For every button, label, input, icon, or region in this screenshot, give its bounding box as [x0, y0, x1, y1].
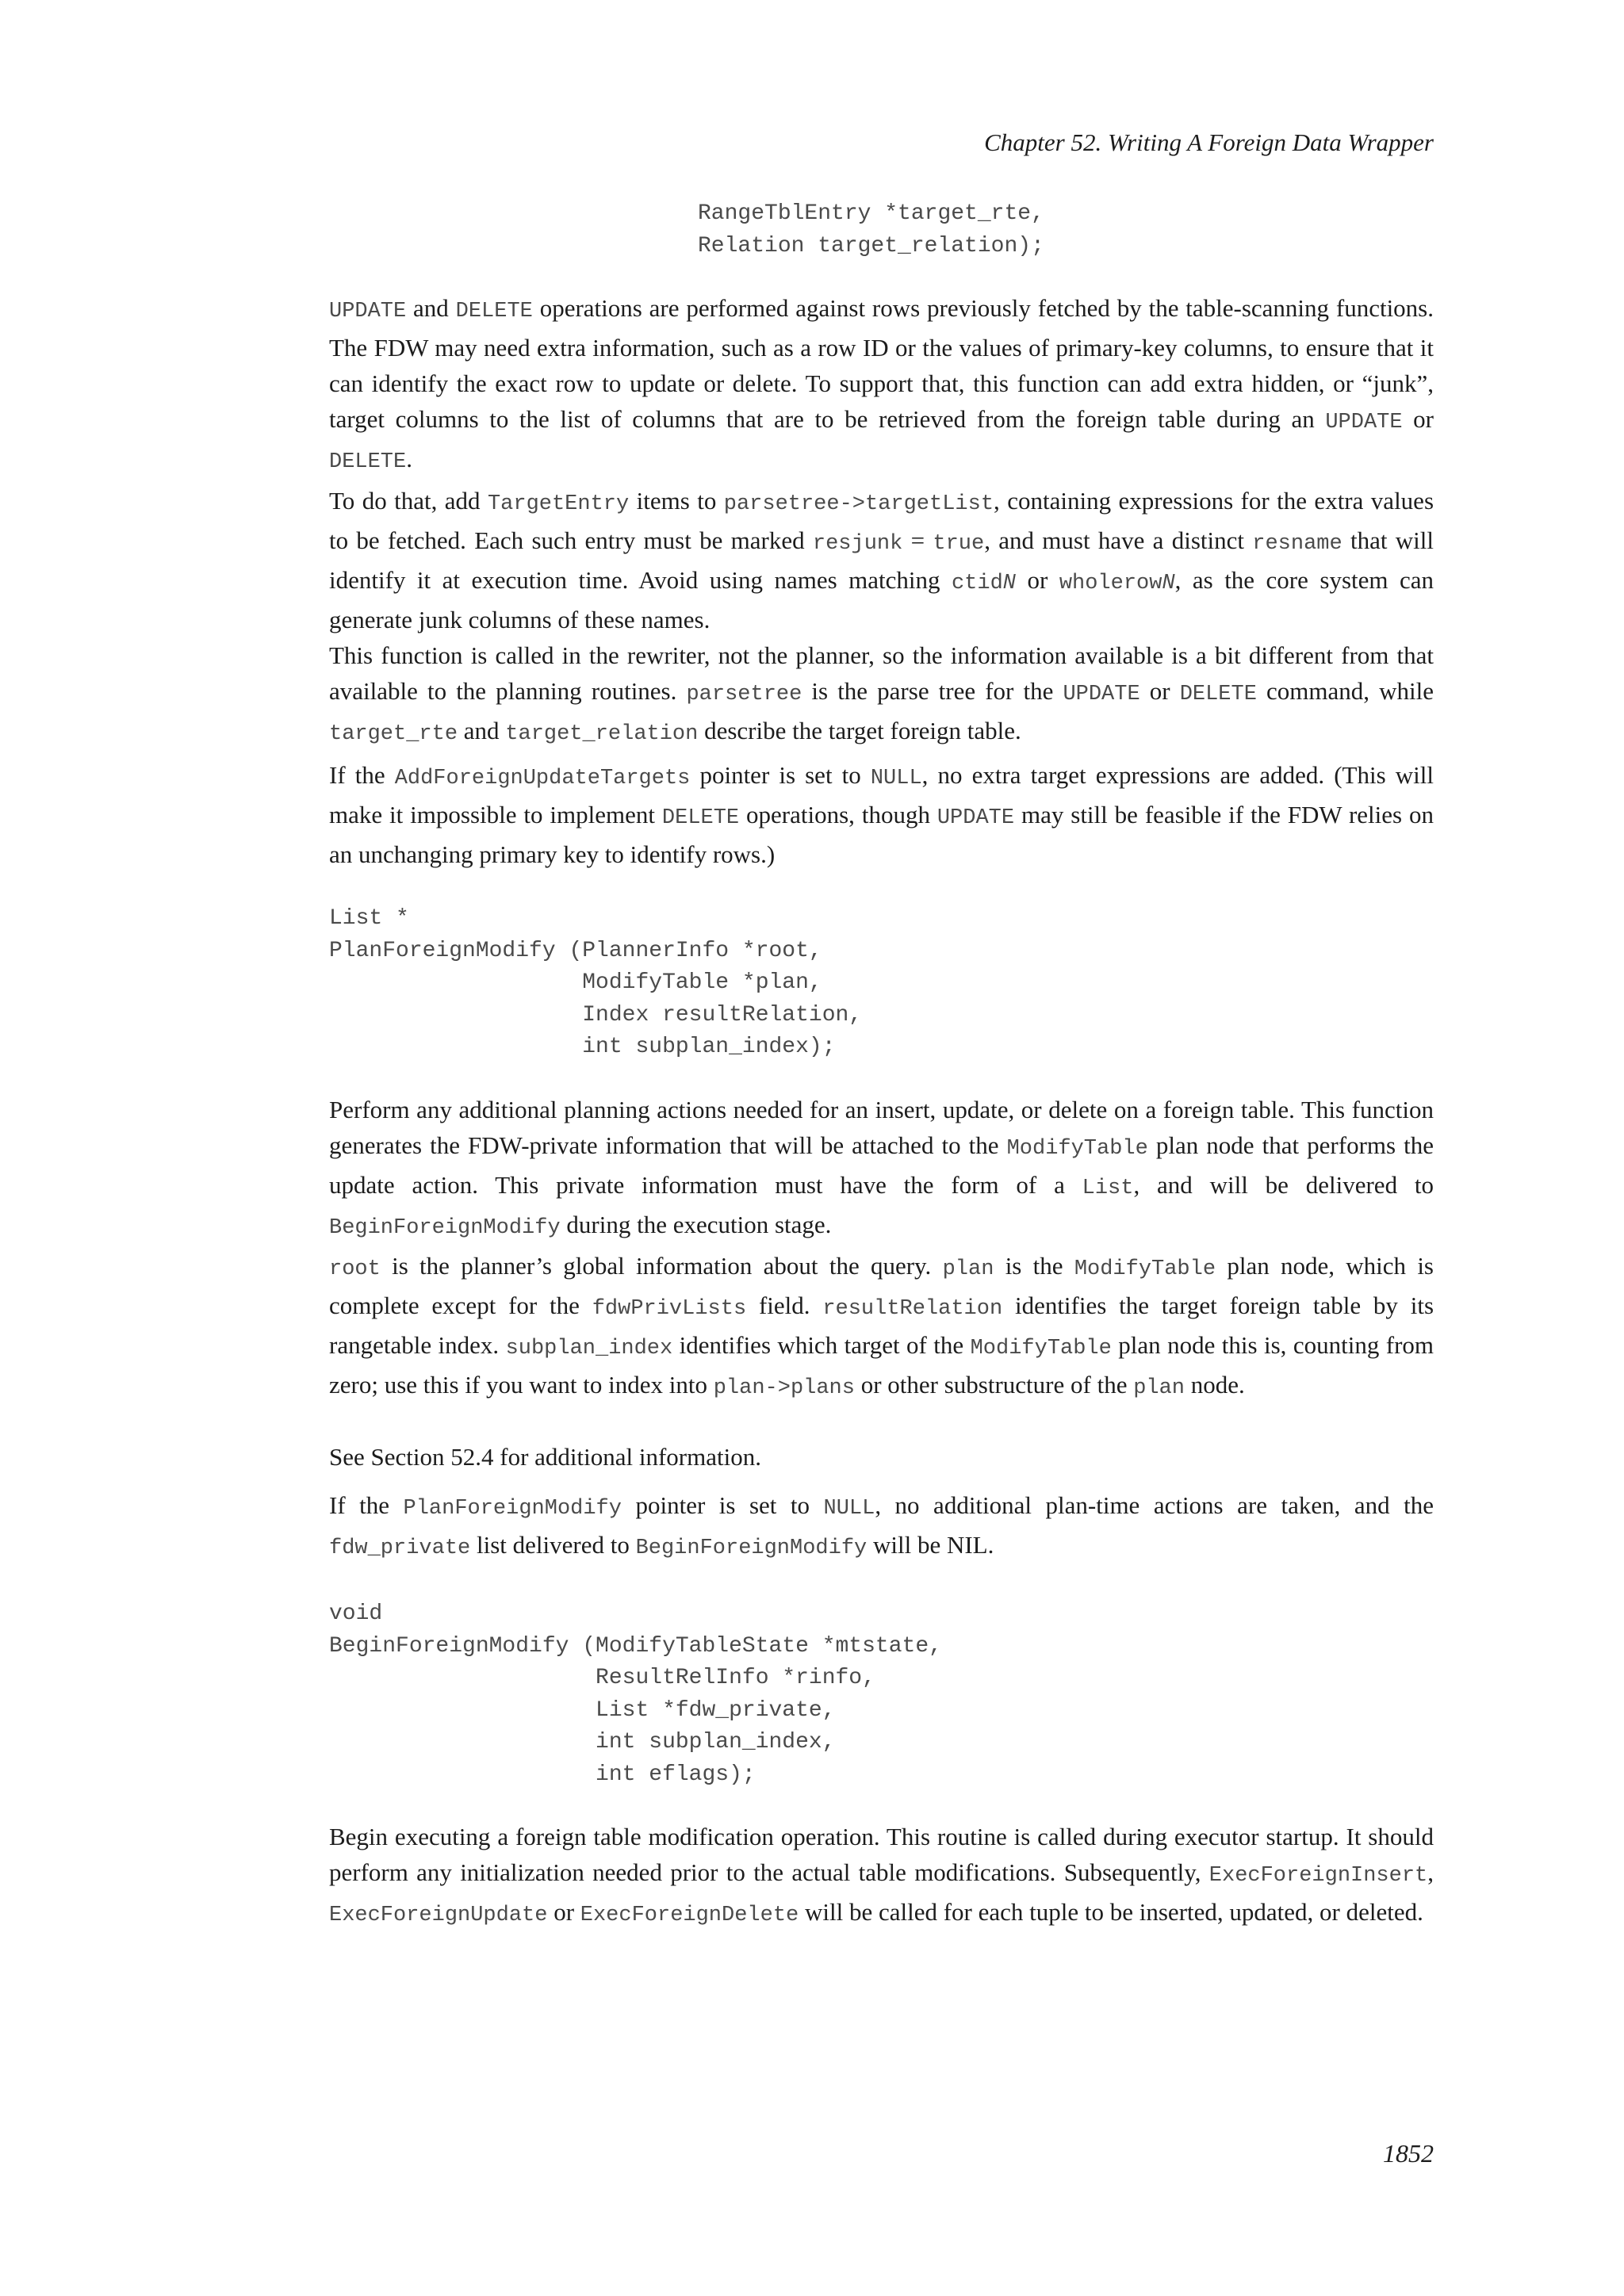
paragraph-target-entry [329, 483, 1434, 637]
chapter-title: Chapter 52. Writing A Foreign Data Wrapper [984, 128, 1434, 156]
code-block-begin-foreign-modify [329, 1598, 1434, 1791]
text: or other substructure of the [854, 1371, 1134, 1399]
inline-code: BeginForeignModify [329, 1216, 561, 1240]
code-line: int eflags); [329, 1762, 756, 1787]
inline-code: DELETE [329, 450, 407, 474]
inline-code: UPDATE [1063, 683, 1140, 706]
inline-code: fdwPrivLists [592, 1297, 747, 1321]
text: or [1402, 405, 1434, 433]
paragraph-add-foreign-update-targets [329, 757, 1434, 872]
inline-code: subplan_index [505, 1337, 673, 1360]
inline-code: ExecForeignDelete [580, 1904, 799, 1927]
inline-code: fdw_private [329, 1536, 471, 1560]
code-line: Index resultRelation, [329, 1002, 863, 1027]
code-line: List *fdw_private, [329, 1697, 836, 1723]
paragraph-see-section [329, 1439, 1434, 1475]
text: plan node, which is complete except for the [329, 1252, 1434, 1319]
inline-code: ModifyTable [970, 1337, 1112, 1360]
page-number: 1852 [1383, 2139, 1434, 2168]
text: , and must have a distinct [984, 526, 1253, 554]
code-line: BeginForeignModify (ModifyTableState *mtstate, [329, 1633, 942, 1659]
text: and [406, 294, 456, 322]
text: will be called for each tuple to be inserted, updated, or deleted. [799, 1898, 1423, 1926]
inline-code: plan [1133, 1376, 1185, 1400]
inline-code: DELETE [661, 806, 740, 830]
code-line: int subplan_index, [329, 1730, 836, 1755]
inline-code: NULL [870, 767, 922, 790]
inline-code: parsetree [686, 683, 802, 706]
text: is the planner’s global information about the query. [380, 1252, 943, 1280]
text: Begin executing a foreign table modification operation. This routine is called during executor startup. It should perform any initialization needed prior to the actual table modifications. Subsequently, [329, 1823, 1434, 1886]
text: . [406, 445, 412, 473]
code-line: int subplan_index); [329, 1035, 836, 1059]
text: This function is called in the rewriter, not the planner, so the information available is a bit different from that available to the planning routines. [329, 641, 1434, 705]
paragraph-update-delete [329, 290, 1434, 480]
text: that will identify it at execution time. Avoid using names matching [329, 526, 1434, 594]
text: plan node that performs the update action. This private information must have the form of a [329, 1131, 1434, 1199]
code-block-plan-foreign-modify [329, 903, 1434, 1064]
inline-code: ModifyTable [1074, 1257, 1216, 1281]
text: identifies the target foreign table by its rangetable index. [329, 1292, 1434, 1359]
inline-code: target_rte [329, 722, 458, 746]
running-header [329, 127, 1434, 159]
inline-code: BeginForeignModify [635, 1536, 868, 1560]
inline-code: ExecForeignInsert [1208, 1864, 1428, 1888]
text: may still be feasible if the FDW relies on an unchanging primary key to identify rows.) [329, 801, 1434, 868]
text: pointer is set to [690, 761, 871, 789]
inline-code: target_relation [505, 722, 699, 746]
inline-code: DELETE [1179, 683, 1257, 706]
text: is the parse tree for the [802, 677, 1063, 705]
code-lines [329, 1598, 1434, 1791]
paragraph-plan-actions [329, 1092, 1434, 1246]
inline-code: UPDATE [936, 806, 1015, 830]
paragraph-plan-foreign-modify-null [329, 1487, 1434, 1567]
inline-code-var: N [1162, 572, 1175, 595]
text: operations, though [739, 801, 937, 828]
code-line: RangeTblEntry *target_rte, [698, 201, 1044, 226]
text: will be NIL. [867, 1531, 994, 1559]
inline-code: root [329, 1257, 381, 1281]
text: operations are performed against rows previously fetched by the table-scanning functions. The FDW may need extra information, such as a row ID or the values of primary-key columns, to ensure that it can identify the exact row to update or delete. To support that, this function can add extra hidden, or “junk”, target columns to the list of columns that are to be retrieved from the foreign table during an [329, 294, 1434, 433]
text: or [1139, 677, 1180, 705]
text: identifies which target of the [672, 1331, 971, 1359]
paragraph-root-plan [329, 1248, 1434, 1406]
paragraph-begin-executing [329, 1819, 1434, 1934]
text: To do that, add [329, 487, 488, 515]
text: field. [746, 1292, 823, 1319]
text: , [1427, 1858, 1434, 1886]
text: pointer is set to [621, 1491, 824, 1519]
code-line: ResultRelInfo *rinfo, [329, 1666, 875, 1690]
code-block-continuation [698, 198, 1411, 262]
paragraph-rewriter [329, 637, 1434, 752]
inline-code: TargetEntry [487, 492, 630, 516]
text: or [1016, 566, 1059, 594]
code-lines [698, 198, 1411, 262]
code-line: void [329, 1601, 383, 1626]
code-lines [329, 903, 1434, 1064]
inline-code: NULL [823, 1497, 875, 1521]
text: If the [329, 1491, 404, 1519]
inline-code: resjunk [812, 532, 903, 556]
inline-code: ModifyTable [1006, 1137, 1148, 1161]
text: or [547, 1898, 580, 1926]
inline-code: wholerow [1059, 572, 1162, 595]
text: command, while [1256, 677, 1434, 705]
inline-code: PlanForeignModify [403, 1497, 622, 1521]
inline-code: resultRelation [822, 1297, 1003, 1321]
text: See Section 52.4 for additional information. [329, 1443, 761, 1471]
inline-code: List [1082, 1177, 1134, 1200]
code-line: PlanForeignModify (PlannerInfo *root, [329, 938, 822, 963]
inline-code: DELETE [455, 300, 533, 323]
text: is the [994, 1252, 1074, 1280]
inline-code-var: N [1002, 572, 1016, 595]
inline-code: plan [942, 1257, 994, 1281]
inline-code: UPDATE [1325, 411, 1403, 434]
text: , as the core system can generate junk columns of these names. [329, 566, 1434, 633]
inline-code: ctid [951, 572, 1003, 595]
text: and [458, 717, 506, 744]
inline-code: UPDATE [329, 300, 407, 323]
text: describe the target foreign table. [698, 717, 1021, 744]
text: items to [629, 487, 724, 515]
inline-code: plan->plans [713, 1376, 855, 1400]
text: = [902, 526, 933, 554]
text: node. [1185, 1371, 1245, 1399]
text: plan node this is, counting from zero; use this if you want to index into [329, 1331, 1434, 1399]
inline-code: ExecForeignUpdate [329, 1904, 548, 1927]
text: , containing expressions for the extra values to be fetched. Each such entry must be marked [329, 487, 1434, 554]
inline-code: AddForeignUpdateTargets [394, 767, 691, 790]
text: during the execution stage. [560, 1211, 832, 1238]
text: , no additional plan-time actions are taken, and the [875, 1491, 1434, 1519]
code-line: Relation target_relation); [698, 233, 1044, 258]
text: Perform any additional planning actions needed for an insert, update, or delete on a foreign table. This function generates the FDW-private information that will be attached to the [329, 1096, 1434, 1159]
inline-code: parsetree->targetList [723, 492, 994, 516]
text: , no extra target expressions are added. (This will make it impossible to implement [329, 761, 1434, 828]
text: If the [329, 761, 395, 789]
text: , and will be delivered to [1133, 1171, 1434, 1199]
inline-code: resname [1252, 532, 1342, 556]
code-line: List * [329, 906, 409, 931]
text: list delivered to [470, 1531, 636, 1559]
inline-code: true [933, 532, 985, 556]
code-line: ModifyTable *plan, [329, 970, 822, 995]
